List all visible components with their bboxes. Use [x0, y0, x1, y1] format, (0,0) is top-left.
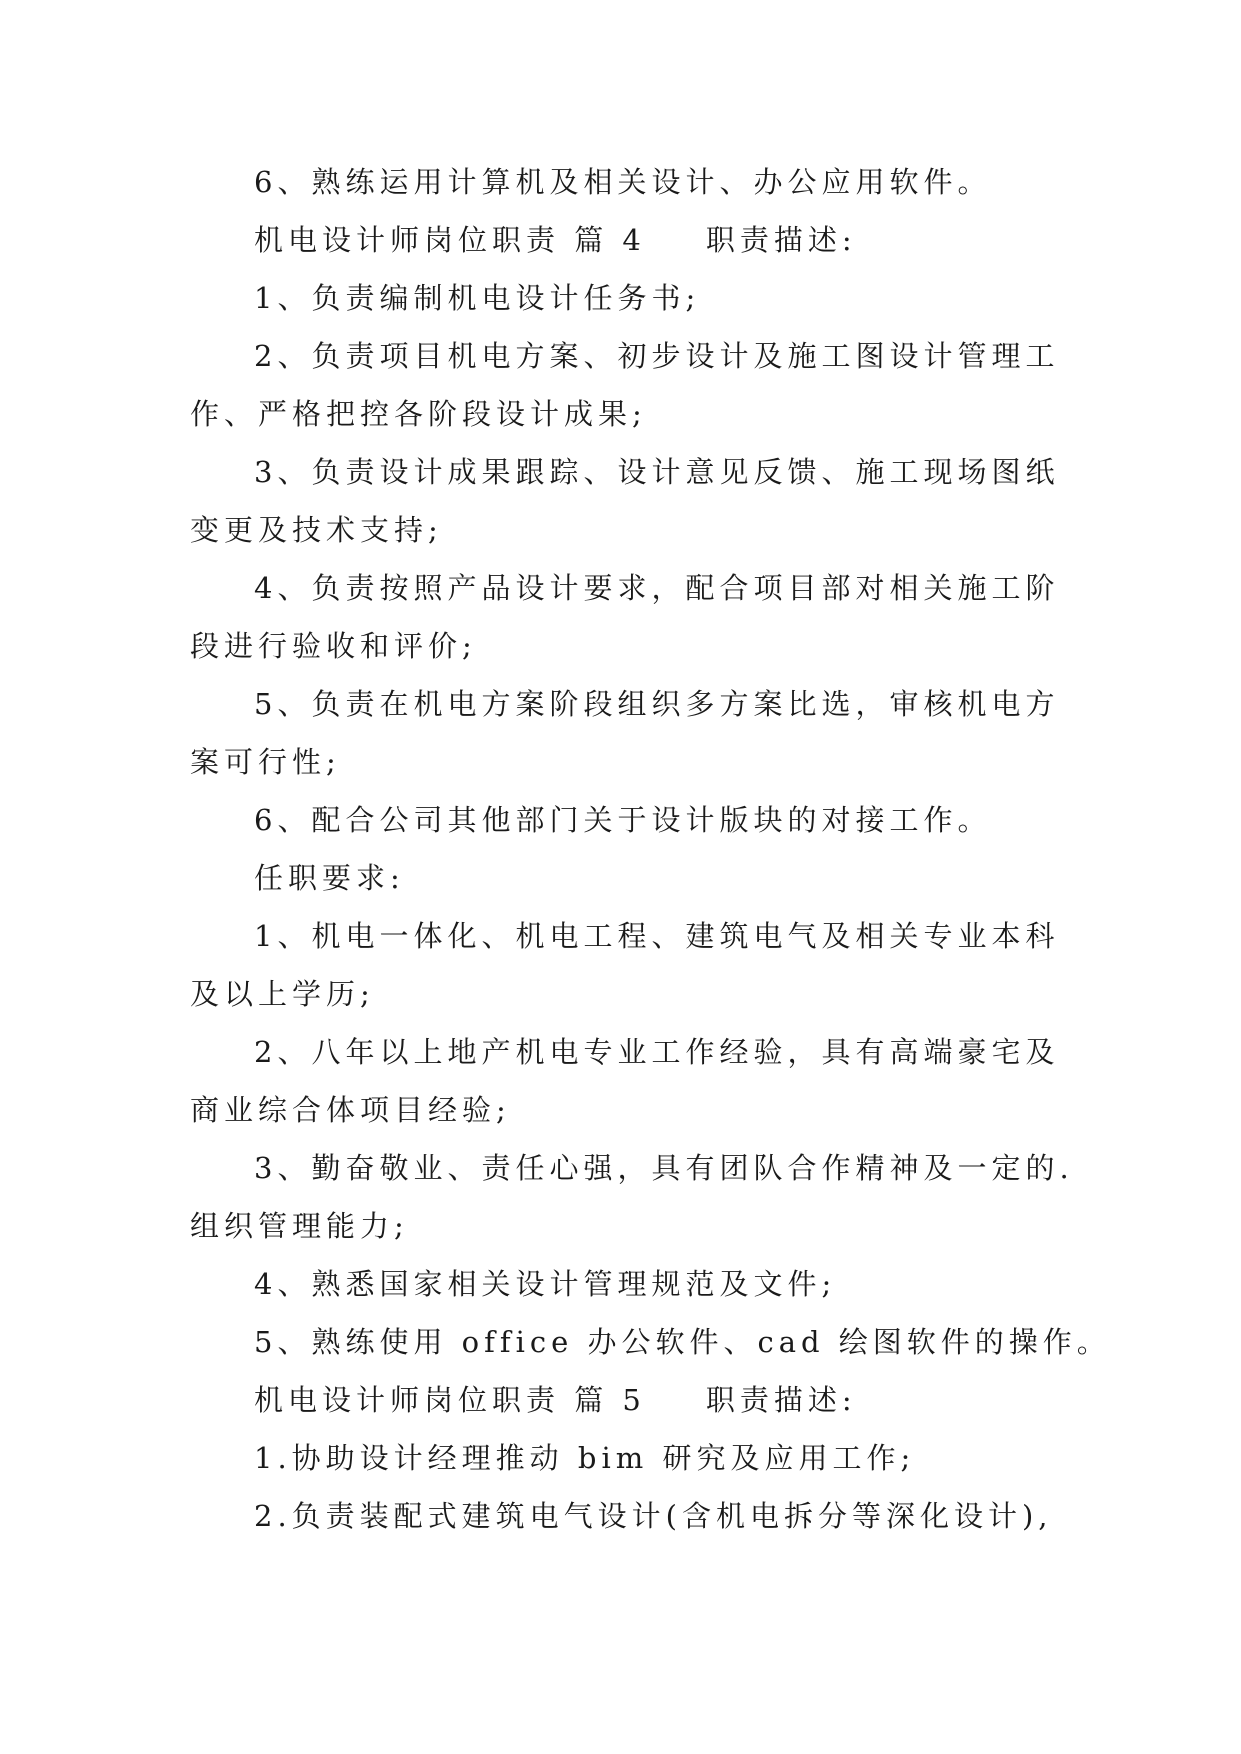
text-line: 作、严格把控各阶段设计成果;	[190, 397, 647, 431]
text-line: 2.负责装配式建筑电气设计(含机电拆分等深化设计),	[254, 1499, 1053, 1533]
section-subtitle: 职责描述:	[705, 1383, 857, 1417]
text-line: 2、八年以上地产机电专业工作经验，具有高端豪宅及	[254, 1035, 1060, 1069]
text-line: 3、负责设计成果跟踪、设计意见反馈、施工现场图纸	[254, 455, 1060, 489]
text-line: 1、负责编制机电设计任务书;	[254, 281, 701, 315]
text-line: 5、负责在机电方案阶段组织多方案比选，审核机电方	[254, 687, 1060, 721]
section-title: 机电设计师岗位职责 篇 5	[254, 1383, 646, 1417]
text-line: 商业综合体项目经验;	[190, 1093, 511, 1127]
text-line: 及以上学历;	[190, 977, 375, 1011]
section-heading	[254, 220, 857, 260]
text-line: 变更及技术支持;	[190, 513, 443, 547]
text-line: 4、负责按照产品设计要求，配合项目部对相关施工阶	[254, 571, 1060, 605]
text-line: 1.协助设计经理推动 bim 研究及应用工作;	[254, 1441, 916, 1475]
text-line: 组织管理能力;	[190, 1209, 409, 1243]
text-line: 5、熟练使用 office 办公软件、cad 绘图软件的操作。	[254, 1325, 1111, 1359]
section-heading	[254, 1380, 857, 1420]
text-line: 案可行性;	[190, 745, 341, 779]
text-line: 3、勤奋敬业、责任心强，具有团队合作精神及一定的.	[254, 1151, 1074, 1185]
text-line: 任职要求:	[254, 861, 405, 895]
section-subtitle: 职责描述:	[705, 223, 857, 257]
text-line: 段进行验收和评价;	[190, 629, 477, 663]
text-line: 6、熟练运用计算机及相关设计、办公应用软件。	[254, 165, 992, 199]
text-line: 1、机电一体化、机电工程、建筑电气及相关专业本科	[254, 919, 1060, 953]
section-title: 机电设计师岗位职责 篇 4	[254, 223, 646, 257]
text-line: 6、配合公司其他部门关于设计版块的对接工作。	[254, 803, 992, 837]
text-line: 4、熟悉国家相关设计管理规范及文件;	[254, 1267, 837, 1301]
text-line: 2、负责项目机电方案、初步设计及施工图设计管理工	[254, 339, 1060, 373]
